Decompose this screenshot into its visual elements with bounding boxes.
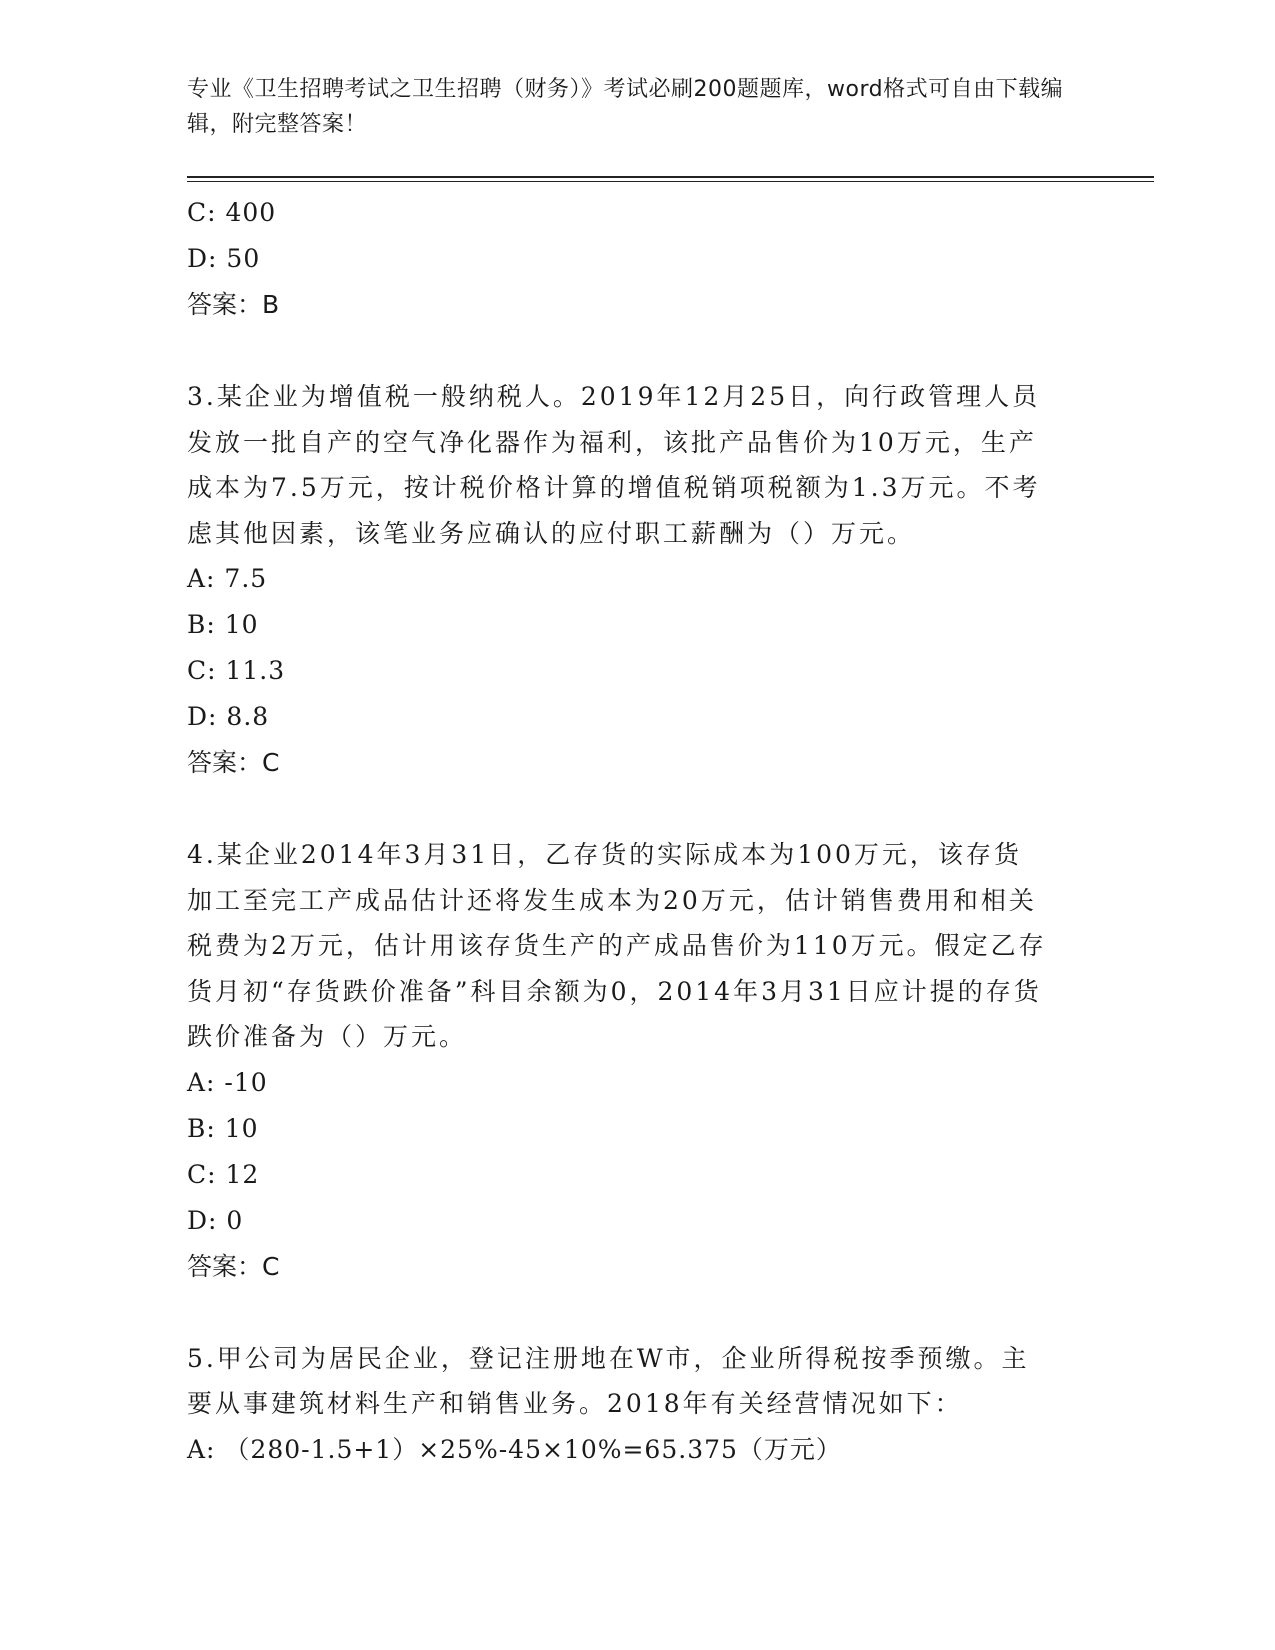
option-b: B: 10 [187, 610, 259, 639]
question-text: 4.某企业2014年3月31日，乙存货的实际成本为100万元，该存货加工至完工产成品估计还将发生成本为20万元，估计销售费用和相关税费为2万元，估计用该存货生产的产成品售价为110万元。假定乙存货月初“存货跌价准备”科目余额为0，2014年3月31日应计提的存货跌价准备为（）万元。 [187, 840, 1047, 1051]
question-text: 5.甲公司为居民企业，登记注册地在W市，企业所得税按季预缴。主要从事建筑材料生产和销售业务。2018年有关经营情况如下： [187, 1343, 1030, 1418]
question-2-continued [187, 190, 1087, 328]
answer-line: 答案：B [187, 290, 280, 319]
option-a: A: （280-1.5+1）×25%-45×10%=65.375（万元） [187, 1434, 842, 1464]
option-a: A: -10 [187, 1067, 268, 1097]
document-header: 专业《卫生招聘考试之卫生招聘（财务）》考试必刷200题题库，word格式可自由下载编辑，附完整答案！ [187, 77, 1064, 137]
question-4 [187, 832, 1087, 1290]
option-c: C: 12 [187, 1159, 260, 1189]
question-3 [187, 374, 1087, 786]
document-body [187, 190, 1087, 1473]
option-c: C: 400 [187, 198, 277, 227]
header-rule-thick [187, 176, 1154, 178]
option-d: D: 50 [187, 244, 261, 273]
answer-line: 答案：C [187, 1251, 280, 1281]
option-c: C: 11.3 [187, 656, 286, 685]
question-5 [187, 1336, 1087, 1473]
option-b: B: 10 [187, 1113, 259, 1143]
answer-line: 答案：C [187, 748, 280, 777]
option-a: A: 7.5 [187, 564, 268, 593]
header-rule-thin [187, 181, 1154, 182]
question-text: 3.某企业为增值税一般纳税人。2019年12月25日，向行政管理人员发放一批自产的空气净化器作为福利，该批产品售价为10万元，生产成本为7.5万元，按计税价格计算的增值税销项税额为1.3万元。不考虑其他因素，该笔业务应确认的应付职工薪酬为（）万元。 [187, 382, 1041, 548]
option-d: D: 0 [187, 1205, 244, 1235]
option-d: D: 8.8 [187, 702, 270, 731]
